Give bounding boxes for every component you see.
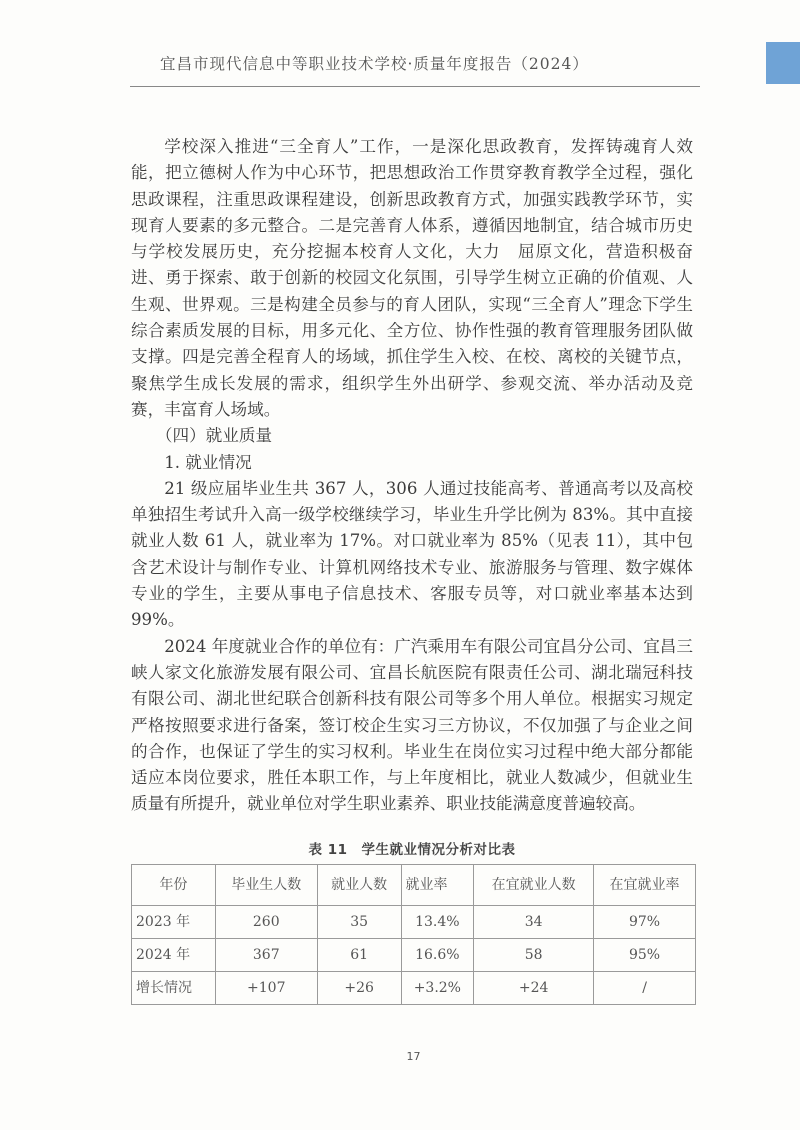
- table-cell: 34: [474, 905, 594, 938]
- header-accent-tab: [766, 42, 800, 84]
- paragraph-three-all-education: 学校深入推进“三全育人”工作，一是深化思政教育，发挥铸魂育人效能，把立德树人作为中心环节，把思想政治工作贯穿教育教学全过程，强化思政课程，注重思政课程建设，创新思政教育方式，加强实践教学环节，实现育人要素的多元整合。二是完善育人体系，遵循因地制宜，结合城市历史与学校发展历史，充分挖掘本校育人文化，大力 屈原文化，营造积极奋进、勇于探索、敢于创新的校园文化氛围，引导学生树立正确的价值观、人生观、世界观。三是构建全员参与的育人团队，实现“三全育人”理念下学生综合素质发展的目标，用多元化、全方位、协作性强的教育管理服务团队做支撑。四是完善全程育人的场域，抓住学生入校、在校、离校的关键节点，聚焦学生成长发展的需求，组织学生外出研学、参观交流、举办活动及竞赛，丰富育人场域。: [131, 137, 693, 419]
- table-cell: 13.4%: [401, 905, 474, 938]
- table-cell: 95%: [594, 938, 696, 971]
- paragraph-employment-status: 21 级应届毕业生共 367 人，306 人通过技能高考、普通高考以及高校单独招生考试升入高一级学校继续学习，毕业生升学比例为 83%。其中直接就业人数 61 人，就业率为 17%。对口就业率为 85%（见表 11），其中包含艺术设计与制作专业、计算机网络技术专业、旅游服务与管理、数字媒体专业的学生，主要从事电子信息技术、客服专员等，对口就业率基本达到 99%。: [131, 478, 693, 630]
- table-row: [132, 971, 696, 1004]
- subsection-heading-employment-status: 1. 就业情况: [164, 452, 252, 472]
- table-cell: 61: [317, 938, 401, 971]
- table-cell: +3.2%: [401, 971, 474, 1004]
- table-header-cell: 在宜就业率: [594, 864, 696, 905]
- table-cell: 58: [474, 938, 594, 971]
- table-cell: 97%: [594, 905, 696, 938]
- table-caption: 表 11 学生就业情况分析对比表: [308, 841, 516, 858]
- table-cell: +107: [215, 971, 317, 1004]
- report-header-title: 宜昌市现代信息中等职业技术学校·质量年度报告（2024）: [160, 55, 589, 73]
- header-divider: [130, 86, 700, 87]
- table-cell: 2024 年: [132, 938, 216, 971]
- table-row: [132, 938, 696, 971]
- table-cell: 35: [317, 905, 401, 938]
- section-heading-employment-quality: （四）就业质量: [155, 426, 273, 446]
- table-cell: +24: [474, 971, 594, 1004]
- table-header-cell: 就业率: [401, 864, 474, 905]
- table-cell: 增长情况: [132, 971, 216, 1004]
- table-cell: 16.6%: [401, 938, 474, 971]
- table-header-cell: 年份: [132, 864, 216, 905]
- table-cell: 367: [215, 938, 317, 971]
- table-header-cell: 在宜就业人数: [474, 864, 594, 905]
- page-number: 17: [406, 1049, 421, 1063]
- page-header: [0, 0, 800, 100]
- table-header-row: [132, 864, 696, 905]
- employment-comparison-table: [131, 864, 696, 1005]
- page-footer: [131, 1045, 696, 1085]
- table-cell: /: [594, 971, 696, 1004]
- table-header-cell: 就业人数: [317, 864, 401, 905]
- paragraph-employment-partners: 2024 年度就业合作的单位有：广汽乘用车有限公司宜昌分公司、宜昌三峡人家文化旅游发展有限公司、宜昌长航医院有限责任公司、湖北瑞冠科技有限公司、湖北世纪联合创新科技有限公司等多个用人单位。根据实习规定严格按照要求进行备案，签订校企生实习三方协议，不仅加强了与企业之间的合作，也保证了学生的实习权利。毕业生在岗位实习过程中绝大部分都能适应本岗位要求，胜任本职工作，与上年度相比，就业人数减少，但就业生质量有所提升，就业单位对学生职业素养、职业技能满意度普遍较高。: [131, 636, 693, 814]
- table-header-cell: 毕业生人数: [215, 864, 317, 905]
- table-cell: +26: [317, 971, 401, 1004]
- table-row: [132, 905, 696, 938]
- table-cell: 2023 年: [132, 905, 216, 938]
- table-cell: 260: [215, 905, 317, 938]
- body-text: [131, 134, 693, 818]
- page-content: [131, 134, 693, 1085]
